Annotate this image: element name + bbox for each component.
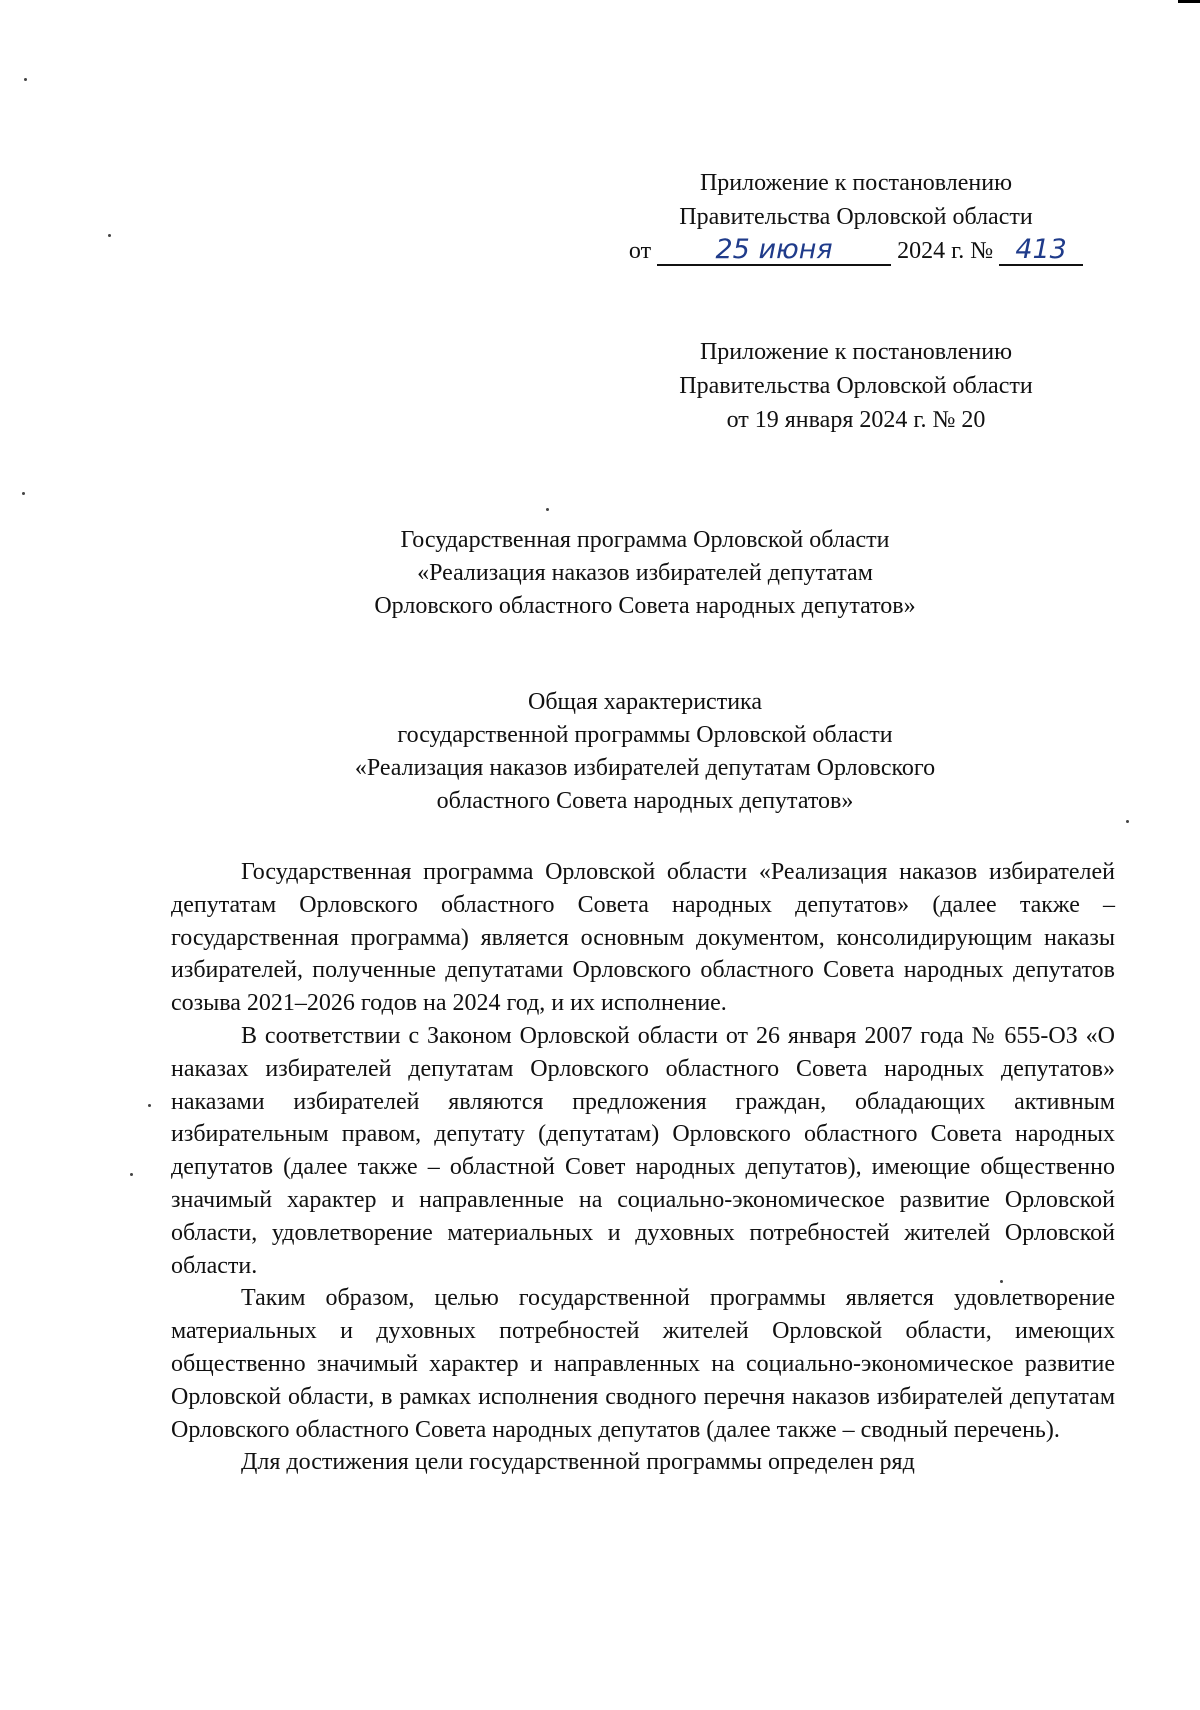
scan-speck — [22, 492, 25, 495]
annex-line: Правительства Орловской области — [679, 373, 1033, 399]
annex-date-middle: 2024 г. № — [897, 238, 994, 264]
annex-date-line — [606, 234, 1106, 268]
annex-line: от 19 января 2024 г. № 20 — [726, 407, 986, 433]
paragraph: В соответствии с Законом Орловской области от 26 января 2007 года № 655-ОЗ «О наказах избирателей депутатам Орловского областного Совета народных депутатов» наказами избирателей являются предложения граждан, обладающих активным избирательным правом, депутату (депутатам) Орловского областного Совета народных депутатов (далее также – областной Совет народных депутатов), имеющие общественно значимый характер и направленные на социально-экономическое развитие Орловской области, удовлетворение материальных и духовных потребностей жителей Орловской области. — [171, 1022, 1115, 1279]
handwritten-number: 413 — [999, 236, 1083, 266]
scan-speck — [1126, 820, 1129, 823]
section-title-line: «Реализация наказов избирателей депутатам Орловского — [354, 755, 936, 781]
annex-line: Правительства Орловской области — [679, 204, 1033, 230]
program-title — [170, 524, 1120, 623]
annex-header-original — [606, 335, 1106, 437]
annex-line: Приложение к постановлению — [699, 170, 1013, 196]
section-title — [170, 686, 1120, 818]
section-title-line: областного Совета народных депутатов» — [436, 788, 854, 814]
annex-header-current — [606, 166, 1106, 268]
scan-speck — [108, 234, 111, 237]
scan-speck — [130, 1173, 133, 1176]
paragraph: Таким образом, целью государственной программы является удовлетворение материальных и духовных потребностей жителей Орловской области, имеющих общественно значимый характер и направленных на социально-экономическое развитие Орловской области, в рамках исполнения сводного перечня наказов избирателей депутатам Орловского областного Совета народных депутатов (далее также – сводный перечень). — [171, 1285, 1115, 1443]
annex-line: Приложение к постановлению — [699, 339, 1013, 365]
annex-date-prefix: от — [628, 238, 652, 264]
program-title-line: Государственная программа Орловской области — [400, 527, 890, 553]
section-title-line: Общая характеристика — [528, 689, 762, 715]
scan-speck — [24, 78, 27, 81]
body-text — [171, 856, 1115, 1479]
program-title-line: Орловского областного Совета народных депутатов» — [374, 593, 916, 619]
section-title-line: государственной программы Орловской области — [397, 722, 893, 748]
scan-speck — [148, 1104, 151, 1107]
handwritten-date: 25 июня — [657, 236, 891, 266]
program-title-line: «Реализация наказов избирателей депутатам — [417, 560, 873, 586]
paragraph: Государственная программа Орловской области «Реализация наказов избирателей депутатам Орловского областного Совета народных депутатов» (далее также – государственная программа) является основным документом, консолидирующим наказы избирателей, полученные депутатами Орловского областного Совета народных депутатов созыва 2021–2026 годов на 2024 год, и их исполнение. — [171, 859, 1115, 1017]
scan-speck — [546, 508, 549, 511]
scan-corner-mark — [1178, 0, 1200, 3]
paragraph: Для достижения цели государственной программы определен ряд — [241, 1449, 915, 1476]
